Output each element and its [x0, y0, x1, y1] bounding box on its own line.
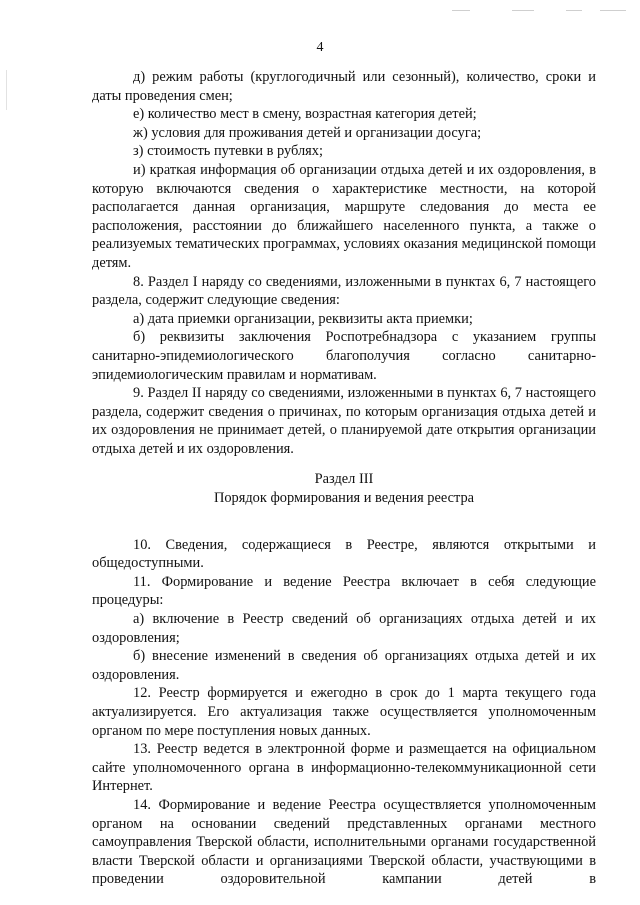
document-body	[92, 68, 596, 889]
paragraph: д) режим работы (круглогодичный или сезонный), количество, сроки и даты проведения смен;	[92, 69, 596, 104]
paragraph: з) стоимость путевки в рублях;	[133, 143, 323, 160]
paragraph: 9. Раздел II наряду со сведениями, изложенными в пунктах 6, 7 настоящего раздела, содержит сведения о причинах, по которым организация отдыха детей и их оздоровления не принимает детей, о планируемой дате открытия организации отдыха детей и их оздоровления.	[92, 385, 596, 457]
paragraph: ж) условия для проживания детей и организации досуга;	[133, 124, 482, 141]
page-number: 4	[316, 40, 324, 55]
paragraph: 8. Раздел I наряду со сведениями, изложенными в пунктах 6, 7 настоящего раздела, содержит следующие сведения:	[92, 273, 596, 309]
paragraph: 10. Сведения, содержащиеся в Реестре, являются открытыми и общедоступными.	[92, 536, 596, 572]
paragraph: а) включение в Реестр сведений об организациях отдыха детей и их оздоровления;	[92, 611, 596, 646]
section-title: Порядок формирования и ведения реестра	[213, 490, 475, 507]
scan-artifact-top	[566, 10, 582, 11]
paragraph: 12. Реестр формируется и ежегодно в срок до 1 марта текущего года актуализируется. Его актуализация также осуществляется уполномоченным органом по мере поступления новых данных.	[92, 685, 596, 739]
paragraph: и) краткая информация об организации отдыха детей и их оздоровления, в которую включаются сведения о характеристике местности, на которой располагается данная организация, маршруте следования до места ее расположения, расстоянии до ближайшего населенного пункта, а также о реализуемых тематических программах, условиях оказания медицинской помощи детям.	[92, 161, 596, 271]
scan-artifact-top	[512, 10, 534, 11]
paragraph: а) дата приемки организации, реквизиты акта приемки;	[133, 310, 473, 327]
paragraph: 14. Формирование и ведение Реестра осуществляется уполномоченным органом на основании сведений представленных органами местного самоуправления Тверской области, исполнительными органами государственной власти Тверской области и организациями Тверской области, участвующими в проведении оздоровительной кампании детей в	[92, 796, 596, 888]
scan-artifact-top	[600, 10, 626, 11]
paragraph: е) количество мест в смену, возрастная категория детей;	[133, 106, 477, 123]
scan-artifact-left	[6, 70, 7, 110]
section-spacer	[92, 508, 596, 536]
paragraph: б) реквизиты заключения Роспотребнадзора с указанием группы санитарно-эпидемиологического благополучия согласно санитарно-эпидемиологическим правилам и нормативам.	[92, 329, 596, 383]
paragraph: 11. Формирование и ведение Реестра включает в себя следующие процедуры:	[92, 573, 596, 609]
section-number: Раздел III	[314, 471, 374, 488]
paragraph: 13. Реестр ведется в электронной форме и размещается на официальном сайте уполномоченного органа в информационно-телекоммуникационной сети Интернет.	[92, 741, 596, 795]
scan-artifact-top	[452, 10, 470, 11]
paragraph: б) внесение изменений в сведения об организациях отдыха детей и их оздоровления.	[92, 648, 596, 683]
